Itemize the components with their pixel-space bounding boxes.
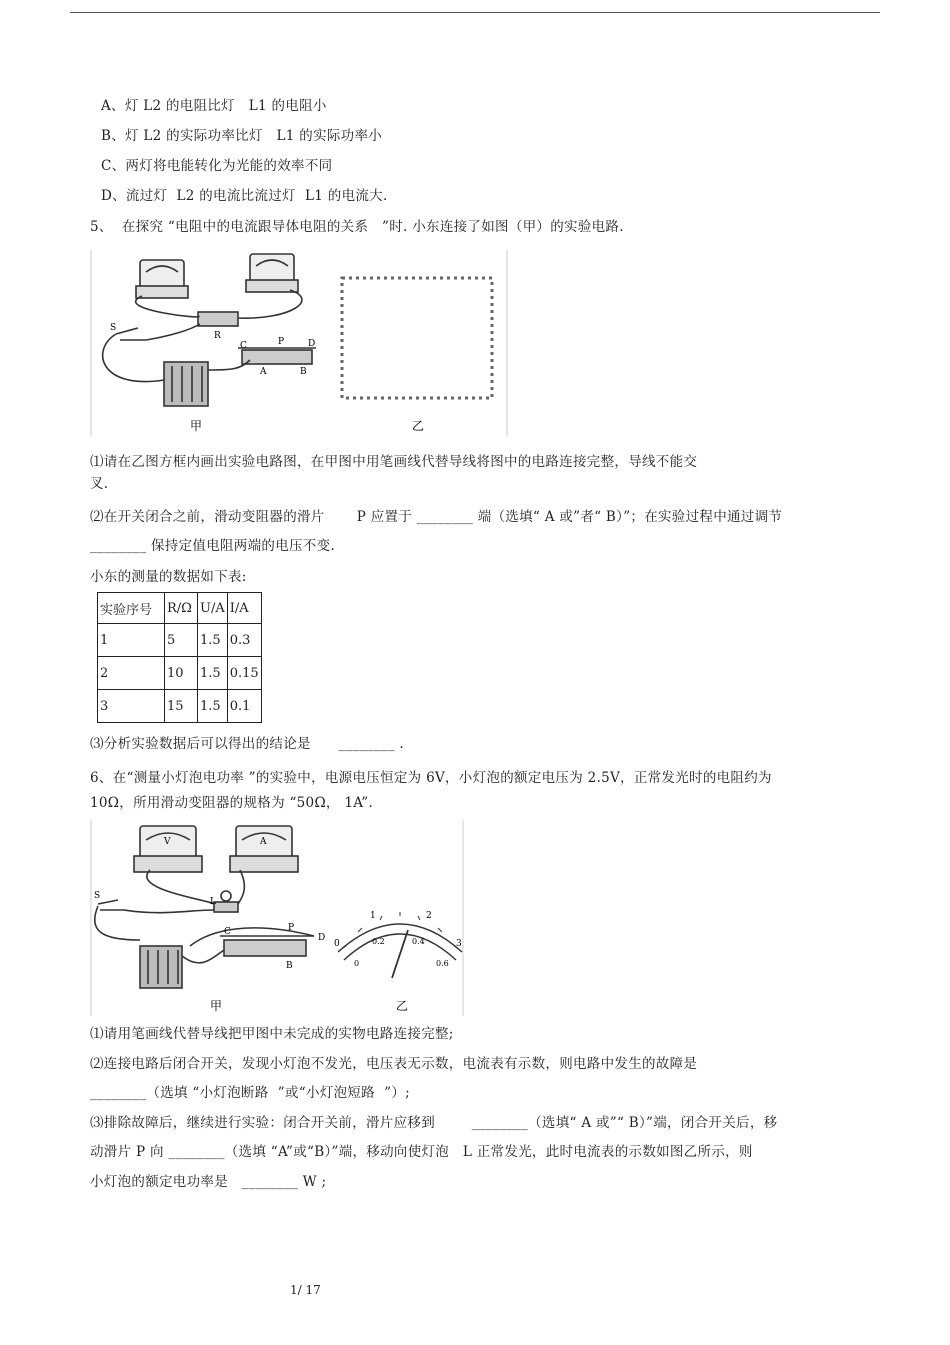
header-rule [70, 12, 880, 13]
dial-ticks [340, 912, 460, 950]
dial-upper-2: 2 [426, 911, 432, 921]
label-s: S [94, 891, 101, 901]
table-cell: 10 [165, 657, 198, 690]
lamp-icon [221, 891, 231, 901]
table-cell: 15 [165, 690, 198, 723]
dashed-box [342, 278, 492, 398]
q6-part1: ⑴请用笔画线代替导线把甲图中未完成的实物电路连接完整; [90, 1026, 454, 1042]
page-number: 1/ 17 [290, 1283, 321, 1297]
table-row [98, 690, 262, 723]
table-row [98, 657, 262, 690]
header-cell: 实验序号 [98, 593, 165, 624]
table-cell: 0.1 [227, 690, 261, 723]
label-a: A [260, 367, 267, 377]
label-v: V [164, 837, 171, 847]
label-c: C [240, 341, 247, 351]
q6-part3-line2: 动滑片 P 向 ________（选填 “A”或“B）”端，移动向使灯泡 L 正常发光，此时电流表的示数如图乙所示，则 [90, 1144, 753, 1160]
header-cell: I/A [227, 593, 261, 624]
dial-lower-0: 0 [354, 959, 360, 968]
table-cell: 3 [98, 690, 165, 723]
q6-circuit-figure [90, 820, 464, 1016]
dial-upper-1: 1 [370, 911, 376, 921]
table-cell: 1.5 [198, 624, 228, 657]
q6-part2-line1: ⑵连接电路后闭合开关，发现小灯泡不发光，电压表无示数，电流表有示数，则电路中发生的故障是 [90, 1056, 698, 1072]
table-cell: 0.3 [227, 624, 261, 657]
option-d: D、流过灯 L2 的电流比流过灯 L1 的电流大. [101, 188, 388, 204]
label-c: C [224, 927, 231, 937]
switch-icon [98, 900, 124, 910]
table-row [98, 624, 262, 657]
dial-lower-1: 0.2 [372, 937, 385, 946]
label-yi: 乙 [396, 999, 409, 1013]
label-a: A [260, 837, 267, 847]
q5-stem: 5、 在探究 “电阻中的电流跟导体电阻的关系 ”时. 小东连接了如图（甲）的实验电路. [90, 219, 624, 235]
option-b: B、灯 L2 的实际功率比灯 L1 的实际功率小 [101, 128, 383, 144]
q6-stem-line2: 10Ω，所用滑动变阻器的规格为 “50Ω， 1A”. [90, 795, 374, 811]
dial-needle [392, 930, 408, 978]
dial-lower-3: 0.6 [436, 959, 449, 968]
label-yi: 乙 [412, 419, 425, 433]
switch-icon [116, 328, 146, 340]
table-cell: 1.5 [198, 690, 228, 723]
q5-circuit-figure [90, 250, 508, 436]
label-r: R [214, 331, 221, 341]
table-cell: 2 [98, 657, 165, 690]
label-s: S [110, 323, 117, 333]
rheostat-icon [224, 940, 306, 956]
q5-part3: ⑶分析实验数据后可以得出的结论是 ________ . [90, 736, 404, 752]
data-table [97, 592, 262, 723]
label-b: B [286, 961, 293, 971]
resistor-icon [198, 312, 238, 326]
rheostat-icon [242, 350, 312, 364]
battery-icon [140, 946, 182, 988]
q6-stem-line1: 6、在“测量小灯泡电功率 ”的实验中，电源电压恒定为 6V，小灯泡的额定电压为 2.5V，正常发光时的电阻约为 [90, 770, 772, 786]
q6-part3-line1: ⑶排除故障后，继续进行实验：闭合开关前，滑片应移到 ________（选填“ A 或”“ B）”端，闭合开关后，移 [90, 1115, 778, 1131]
ammeter-dial [338, 924, 462, 978]
header-cell: U/A [198, 593, 228, 624]
q6-part3-line3: 小灯泡的额定电功率是 ________ W ; [90, 1174, 327, 1190]
header-cell: R/Ω [165, 593, 198, 624]
dial-upper-0: 0 [334, 939, 340, 949]
option-c: C、两灯将电能转化为光能的效率不同 [101, 158, 333, 174]
table-cell: 0.15 [227, 657, 261, 690]
label-p: P [278, 337, 285, 347]
q5-part1-line1: ⑴请在乙图方框内画出实验电路图，在甲图中用笔画线代替导线将图中的电路连接完整，导线不能交 [90, 454, 698, 470]
q5-part1-line2: 叉. [90, 476, 109, 492]
q5-part2-line1: ⑵在开关闭合之前，滑动变阻器的滑片 P 应置于 ________ 端（选填“ A 或”者“ B）”；在实验过程中通过调节 [90, 509, 783, 525]
label-p: P [288, 923, 295, 933]
table-cell: 1.5 [198, 657, 228, 690]
table-cell: 5 [165, 624, 198, 657]
table-header-row [98, 593, 262, 624]
q6-part2-line2: ________（选填 “小灯泡断路 ”或“小灯泡短路 ”）; [90, 1085, 411, 1101]
option-a: A、灯 L2 的电阻比灯 L1 的电阻小 [101, 98, 327, 114]
label-jia: 甲 [190, 419, 203, 433]
q5-table-intro: 小东的测量的数据如下表: [90, 569, 247, 585]
q5-part2-line2: ________ 保持定值电阻两端的电压不变. [90, 538, 335, 554]
dial-upper-3: 3 [456, 939, 462, 949]
label-jia: 甲 [210, 999, 223, 1013]
label-l: L [210, 897, 216, 907]
dial-lower-2: 0.4 [412, 937, 425, 946]
label-d: D [318, 933, 326, 943]
table-cell: 1 [98, 624, 165, 657]
label-b: B [300, 367, 307, 377]
label-d: D [308, 339, 316, 349]
